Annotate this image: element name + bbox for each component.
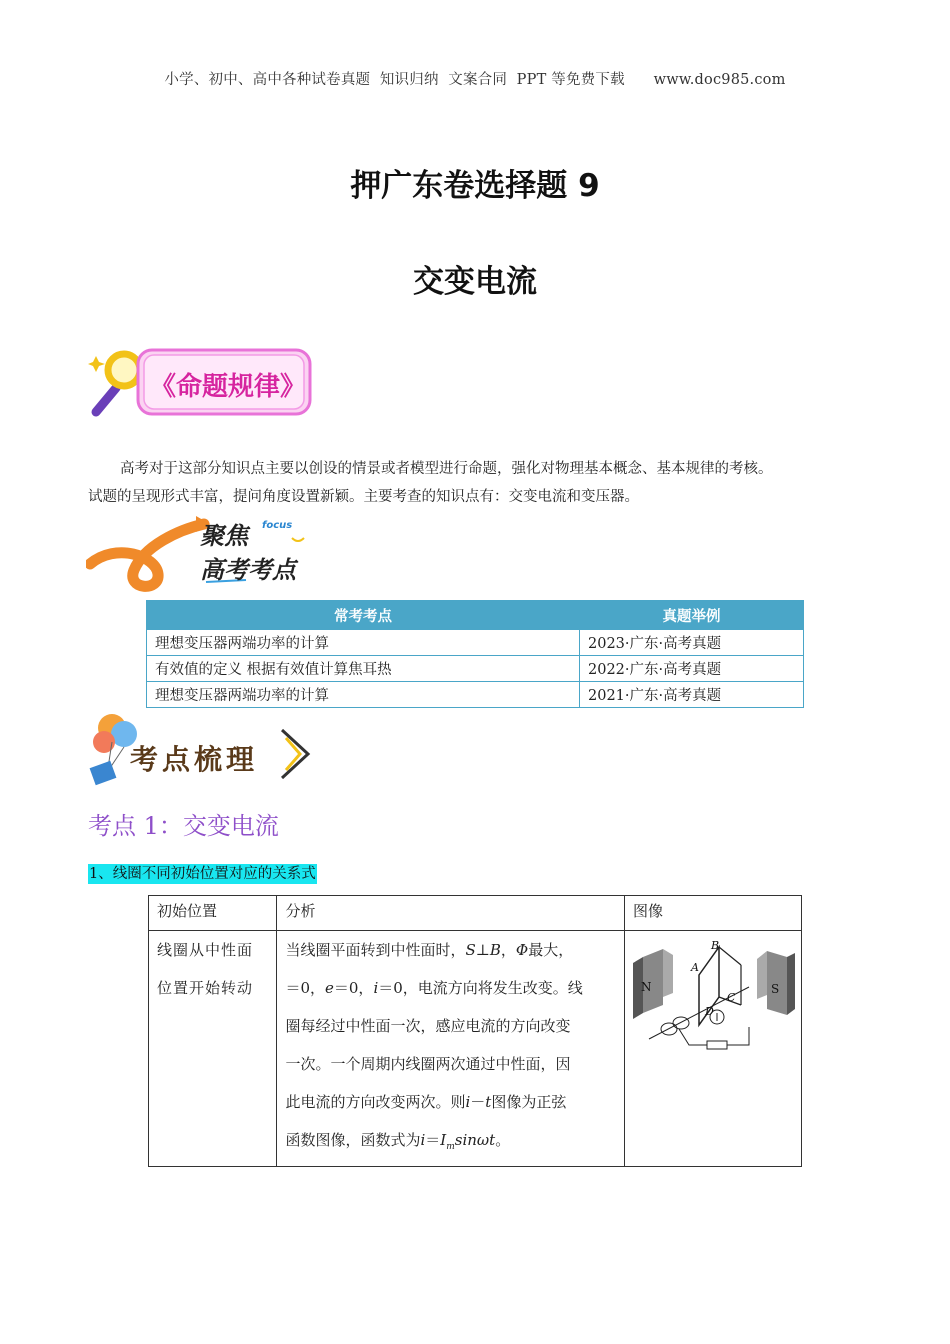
sort-banner-label: 考点梳理 — [130, 743, 259, 776]
analysis-line: ＝0，e＝0，i＝0，电流方向将发生改变。线 — [285, 979, 583, 997]
sort-banner — [86, 708, 316, 788]
focus-banner-top: 聚焦 — [200, 522, 248, 550]
kaodian-table — [146, 600, 804, 708]
page-subtitle: 交变电流 — [413, 264, 537, 300]
table-cell: 理想变压器两端功率的计算 — [147, 630, 580, 656]
table-header: 分析 — [277, 896, 625, 931]
table-row — [147, 630, 804, 656]
page-header: 小学、初中、高中各种试卷真题 知识归纳 文案合同 PPT 等免费下载 www.doc985.com — [164, 72, 786, 88]
section-subtitle: 1、线圈不同初始位置对应的关系式 — [89, 866, 316, 882]
table-row — [147, 656, 804, 682]
page-title: 押广东卷选择题 9 — [350, 168, 600, 204]
section-title: 考点 1：交变电流 — [88, 812, 279, 840]
relation-table — [148, 895, 802, 1167]
label-c: C — [727, 991, 736, 1004]
magnet-n-label: N — [641, 980, 652, 994]
position-line: 位置开始转动 — [157, 979, 254, 997]
table-header-row — [147, 601, 804, 630]
intro-paragraph — [88, 455, 868, 511]
analysis-line: 此电流的方向改变两次。则i－t图像为正弦 — [285, 1093, 567, 1111]
analysis-line: 函数图像，函数式为$i=I_m\sin\omega t$。 — [285, 1131, 511, 1152]
table-header-row — [149, 896, 802, 931]
analysis-line: 圈每经过中性面一次，感应电流的方向改变 — [285, 1017, 571, 1035]
rule-banner-label: 《命题规律》 — [149, 372, 306, 402]
table-header: 初始位置 — [149, 896, 277, 931]
rule-banner — [86, 340, 316, 424]
table-header: 常考考点 — [147, 601, 580, 630]
focus-banner-tag: focus — [262, 520, 293, 531]
intro-line-1: 高考对于这部分知识点主要以创设的情景或者模型进行命题，强化对物理基本概念、基本规律的考核。 — [120, 461, 773, 477]
analysis-line: 一次。一个周期内线圈两次通过中性面，因 — [285, 1055, 571, 1073]
label-a: A — [691, 961, 699, 974]
analysis-line: 当线圈平面转到中性面时，S⊥B，Φ最大， — [285, 941, 574, 959]
focus-banner-bottom: 高考考点 — [200, 556, 296, 584]
focus-banner — [86, 512, 326, 592]
position-line: 线圈从中性面 — [157, 941, 254, 959]
table-cell: 理想变压器两端功率的计算 — [147, 682, 580, 708]
label-b: B — [711, 939, 720, 952]
table-row — [149, 931, 802, 1167]
table-cell: 2022·广东·高考真题 — [580, 656, 804, 682]
magnet-s-label: S — [771, 982, 780, 996]
table-row — [147, 682, 804, 708]
generator-diagram — [629, 935, 801, 1063]
label-d: D — [705, 1005, 714, 1018]
intro-line-2: 试题的呈现形式丰富，提问角度设置新颖。主要考查的知识点有：交变电流和变压器。 — [88, 489, 639, 505]
table-header: 图像 — [625, 896, 802, 931]
table-cell: 2021·广东·高考真题 — [580, 682, 804, 708]
analysis-cell — [277, 931, 625, 1167]
image-cell — [625, 931, 802, 1167]
table-cell: 有效值的定义 根据有效值计算焦耳热 — [147, 656, 580, 682]
table-cell: 2023·广东·高考真题 — [580, 630, 804, 656]
table-header: 真题举例 — [580, 601, 804, 630]
position-cell — [149, 931, 277, 1167]
